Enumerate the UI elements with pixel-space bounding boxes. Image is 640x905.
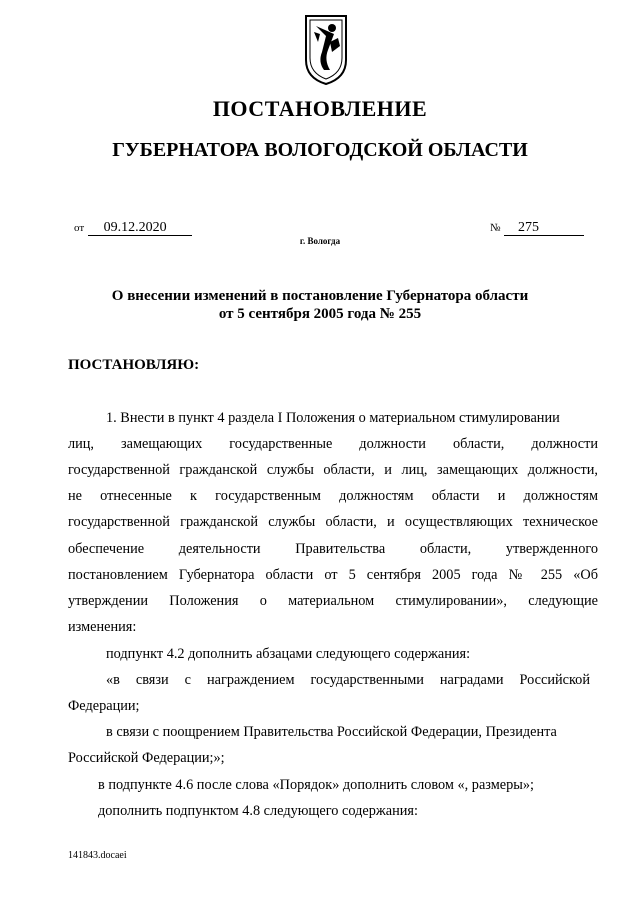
body-line: Российской Федерации;»; (68, 750, 225, 766)
number-field (490, 220, 584, 236)
body-line: в подпункте 4.6 после слова «Порядок» дополнить словом «, размеры»; (98, 777, 535, 793)
body-line: лиц, замещающих государственные должности области, должности (68, 436, 598, 452)
document-id: 141843.docaei (68, 850, 127, 861)
body-line: подпункт 4.2 дополнить абзацами следующего содержания: (106, 646, 471, 662)
body-line: дополнить подпунктом 4.8 следующего содержания: (98, 803, 418, 819)
body-line: государственной гражданской службы области, и осуществляющих техническое (68, 514, 598, 530)
document-subject (0, 287, 640, 323)
body-line: государственной гражданской службы области, и лиц, замещающих должности, (68, 462, 598, 478)
body-line: постановлением Губернатора области от 5 сентября 2005 года № 255 «Об (68, 567, 598, 583)
body-line: обеспечение деятельности Правительства области, утвержденного (68, 541, 598, 557)
date-field (74, 220, 192, 236)
decree-word: ПОСТАНОВЛЯЮ: (68, 357, 200, 373)
date-value: 09.12.2020 (88, 220, 192, 236)
number-value: 275 (504, 220, 584, 236)
city-label: г. Вологда (299, 236, 341, 246)
body-line: в связи с поощрением Правительства Российской Федерации, Президента (106, 724, 557, 740)
number-label: № (490, 222, 501, 234)
subject-line-2: от 5 сентября 2005 года № 255 (218, 306, 422, 322)
body-line: изменения: (68, 619, 137, 635)
body-line: не отнесенные к государственным должностям области и должностям (68, 488, 598, 504)
body-line: Федерации; (68, 698, 140, 714)
body-line: 1. Внести в пункт 4 раздела I Положения о материальном стимулировании (106, 410, 560, 426)
date-label: от (74, 222, 85, 234)
body-line: «в связи с награждением государственными наградами Российской (106, 672, 590, 688)
body-line: утверждении Положения о материальном стимулировании», следующие (68, 593, 598, 609)
coat-of-arms-emblem (302, 12, 350, 86)
document-subtitle: ГУБЕРНАТОРА ВОЛОГОДСКОЙ ОБЛАСТИ (112, 139, 528, 161)
subject-line-1: О внесении изменений в постановление Губернатора области (111, 288, 529, 304)
document-title: ПОСТАНОВЛЕНИЕ (212, 96, 428, 121)
